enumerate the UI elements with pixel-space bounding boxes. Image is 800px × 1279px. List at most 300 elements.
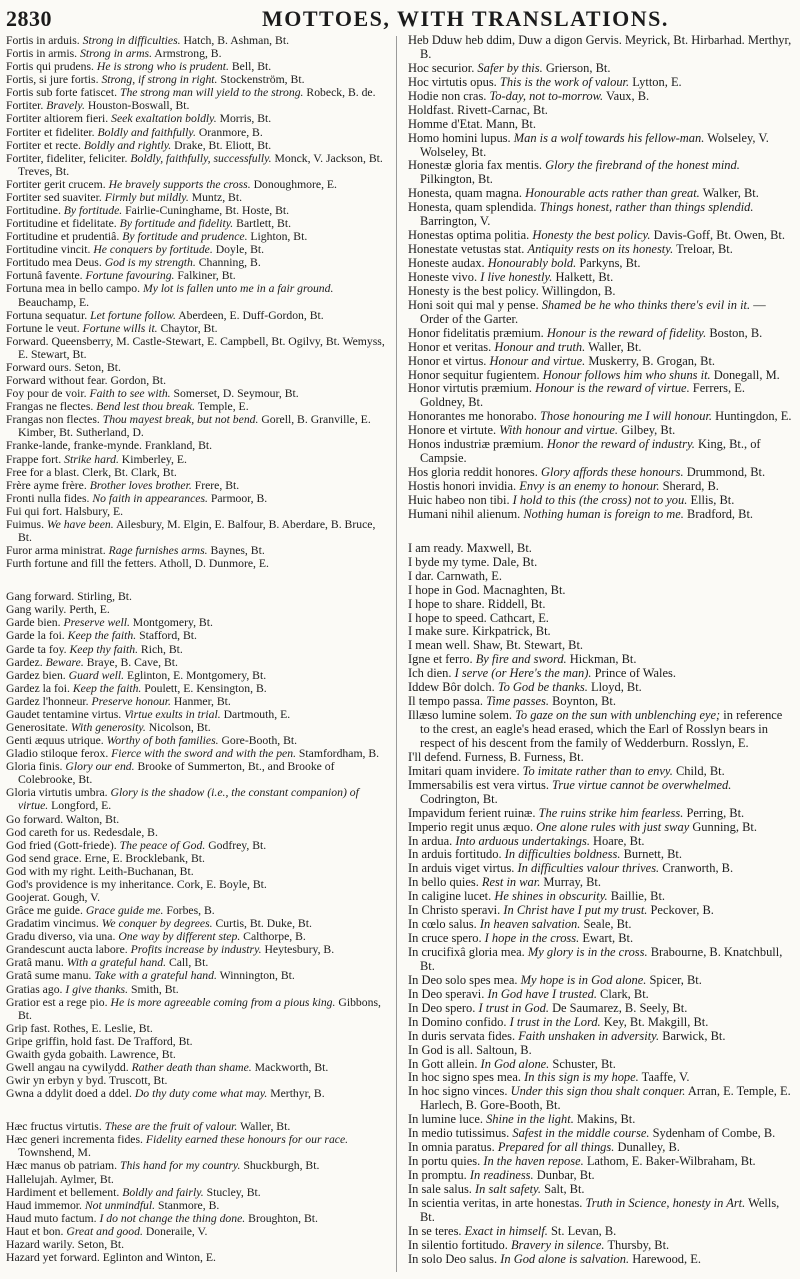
motto-translation: Bravery in silence. [510, 1237, 605, 1252]
motto-translation: Boldly, faithfully, successfully. [130, 151, 272, 165]
motto-owner: Bartlett, Bt. [236, 217, 292, 231]
motto-entry [6, 544, 386, 557]
motto-entry [408, 570, 792, 584]
motto-entry [6, 492, 386, 505]
motto-translation: In readiness. [469, 1168, 534, 1182]
motto-text: God fried (Gott-friede). [6, 838, 117, 852]
motto-owner: Bell, Bt. [231, 60, 272, 74]
motto-owner: Chaytor, Bt. [160, 321, 218, 335]
motto-entry [6, 1186, 386, 1199]
motto-text: Fortune le veut. [6, 321, 80, 335]
motto-translation: Firmly but mildly. [104, 190, 189, 204]
motto-entry [6, 747, 386, 760]
motto-entry [408, 765, 792, 779]
motto-text: Gratias ago. [6, 982, 63, 996]
motto-owner: Huntingdon, E. [715, 409, 792, 424]
motto-owner: Gorell, B. Granville, E. Kimber, Bt. Sutherland, D. [18, 413, 371, 440]
motto-entry [6, 590, 386, 603]
motto-owner: Hatch, B. Ashman, Bt. [183, 34, 289, 47]
motto-text: In ardua. [408, 833, 453, 848]
motto-owner: Monck, V. Jackson, Bt. Treves, Bt. [18, 151, 383, 178]
motto-owner: Lawrence, Bt. [109, 1047, 176, 1061]
motto-owner: Eglinton and Winton, E. [102, 1251, 216, 1265]
motto-owner: Gilbey, Bt. [621, 423, 676, 438]
motto-text: Go forward. [6, 812, 64, 826]
motto-owner: Wells, Bt. [420, 1195, 780, 1224]
motto-owner: Sydenham of Combe, B. [652, 1126, 776, 1141]
motto-owner: Muntz, Bt. [191, 190, 243, 204]
motto-entry [408, 1071, 792, 1085]
motto-text: In cœlo salus. [408, 917, 477, 932]
motto-entry [6, 178, 386, 191]
motto-owner: Clerk, Bt. Clark, Bt. [82, 465, 177, 479]
motto-owner: Parkyns, Bt. [579, 256, 641, 270]
motto-text: Hos gloria reddit honores. [408, 465, 538, 480]
left-column [6, 34, 386, 1264]
motto-entry [6, 1133, 386, 1159]
motto-translation: Exact in himself. [464, 1223, 548, 1238]
motto-entry [408, 1183, 792, 1197]
motto-owner: Shaw, Bt. Stewart, Bt. [472, 638, 584, 653]
motto-entry [408, 229, 792, 243]
motto-entry [6, 760, 386, 786]
motto-owner: Harewood, E. [632, 1251, 701, 1266]
motto-text: Honos industriæ præmium. [408, 437, 544, 452]
motto-entry [6, 518, 386, 544]
motto-owner: Murray, Bt. [543, 875, 601, 890]
motto-entry [6, 1035, 386, 1048]
motto-owner: Oranmore, B. [198, 125, 263, 139]
motto-owner: Winnington, Bt. [219, 969, 295, 983]
motto-translation: By fortitude and prudence. [122, 230, 248, 244]
motto-text: Hostis honori invidia. [408, 479, 517, 493]
motto-text: In Deo solo spes mea. [408, 972, 518, 987]
motto-translation: Virtue exults in trial. [124, 707, 221, 721]
motto-text: In Deo speravi. [408, 986, 485, 1001]
motto-entry [408, 556, 792, 570]
motto-owner: Nicolson, Bt. [148, 720, 211, 734]
motto-translation: Bravely. [46, 99, 85, 113]
motto-text: Honor virtutis præmium. [408, 381, 533, 396]
motto-text: God send grace. [6, 851, 82, 865]
motto-text: Gripe griffin, hold fast. [6, 1034, 115, 1048]
motto-text: Haut et bon. [6, 1224, 64, 1238]
motto-owner: Cork, E. Boyle, Bt. [176, 877, 267, 891]
motto-translation: In this sign is my hope. [524, 1070, 639, 1085]
motto-text: Honor fidelitatis præmium. [408, 325, 544, 340]
motto-owner: Queensberry, M. Castle-Stewart, E. Campbell, Bt. Ogilvy, Bt. Wemyss, E. Stewart, Bt. [18, 334, 385, 361]
motto-text: Frangas non flectes. [6, 413, 100, 427]
motto-owner: Fairlie-Cuninghame, Bt. Hoste, Bt. [125, 204, 290, 218]
motto-owner: Seton, Bt. [77, 1237, 125, 1251]
motto-translation: Brother loves brother. [89, 478, 192, 492]
motto-owner: Heytesbury, B. [264, 943, 335, 957]
motto-text: In medio tutissimus. [408, 1126, 510, 1141]
motto-entry [408, 1030, 792, 1044]
motto-owner: Gunning, Bt. [692, 819, 757, 834]
motto-owner: Macnaghten, Bt. [482, 582, 566, 597]
motto-owner: King, Bt., of Campsie. [420, 437, 761, 466]
motto-owner: Temple, E. [197, 400, 249, 414]
motto-entry [6, 126, 386, 139]
motto-text: I am ready. [408, 540, 464, 555]
motto-owner: Curtis, Bt. Duke, Bt. [215, 917, 312, 931]
motto-text: Fortis in arduis. [6, 34, 80, 47]
motto-translation: Safer by this. [477, 60, 543, 75]
motto-owner: Redesdale, B. [93, 825, 158, 839]
motto-entry [408, 1141, 792, 1155]
motto-entry [6, 969, 386, 982]
motto-text: Fortiter gerit crucem. [6, 177, 106, 191]
motto-owner: Saltoun, B. [476, 1042, 532, 1057]
motto-entry [6, 643, 386, 656]
motto-translation: To-day, not to-morrow. [489, 88, 604, 103]
motto-text: Fortitudine et fidelitate. [6, 217, 117, 231]
motto-owner: Vaux, B. [605, 88, 650, 103]
motto-text: God's providence is my inheritance. [6, 877, 174, 891]
motto-translation: Fierce with the sword and with the pen. [111, 747, 296, 761]
motto-owner: Mann, Bt. [485, 116, 536, 131]
motto-text: I mean well. [408, 638, 470, 653]
motto-translation: The ruins strike him fearless. [538, 805, 684, 820]
motto-owner: Dunbar, Bt. [536, 1168, 595, 1182]
motto-translation: Beware. [45, 655, 84, 669]
motto-owner: Lighton, Bt. [250, 230, 308, 244]
motto-entry [408, 34, 792, 62]
motto-translation: Shamed be he who thinks there's evil in it. [541, 297, 751, 312]
motto-text: In cruce spero. [408, 931, 482, 946]
motto-owner: Spicer, Bt. [649, 972, 702, 987]
motto-entry [408, 341, 792, 355]
motto-translation: Honour is the reward of fidelity. [546, 325, 707, 340]
motto-text: Forward without fear. [6, 374, 108, 388]
motto-text: Fortis, si jure fortis. [6, 73, 99, 87]
motto-entry [6, 309, 386, 322]
motto-entry [408, 201, 792, 229]
motto-text: Fortitudine vincit. [6, 243, 91, 257]
motto-owner: Forbes, B. [166, 904, 215, 918]
motto-text: Honor sequitur fugientem. [408, 367, 540, 382]
motto-text: Iddew Bôr dolch. [408, 680, 495, 695]
motto-owner: Grierson, Bt. [545, 60, 611, 75]
motto-translation: By fire and sword. [475, 652, 567, 667]
motto-translation: Faith unshaken in adversity. [518, 1028, 660, 1043]
motto-translation: In Christ have I put my trust. [503, 903, 648, 918]
motto-text: Huic habeo non tibi. [408, 492, 510, 507]
motto-translation: Guard well. [68, 668, 125, 682]
motto-text: Gladio stiloque ferox. [6, 747, 109, 761]
motto-text: Honor et veritas. [408, 339, 492, 354]
motto-text: I dar. [408, 568, 434, 583]
motto-text: Forward ours. [6, 360, 72, 374]
motto-text: In se teres. [408, 1223, 462, 1238]
motto-entry [408, 243, 792, 257]
motto-text: Honestæ gloria fax mentis. [408, 158, 543, 173]
motto-text: Honesta, quam magna. [408, 186, 522, 201]
motto-owner: Treloar, Bt. [676, 242, 733, 257]
motto-translation: Great and good. [66, 1224, 143, 1238]
motto-owner: Lytton, E. [632, 74, 682, 89]
motto-text: Gloria virtutis umbra. [6, 786, 108, 800]
motto-text: Grandescunt aucta labore. [6, 943, 128, 957]
motto-entry [6, 1251, 386, 1264]
motto-owner: Poulett, E. Kensington, B. [144, 681, 267, 695]
page-number: 2830 [6, 6, 52, 31]
motto-entry [408, 327, 792, 341]
motto-entry [408, 132, 792, 160]
motto-translation: I do not change the thing done. [99, 1211, 246, 1225]
motto-entry [6, 1199, 386, 1212]
motto-translation: This hand for my country. [119, 1159, 241, 1173]
motto-entry [408, 598, 792, 612]
motto-translation: Fortune wills it. [82, 321, 158, 335]
motto-entry [6, 217, 386, 230]
motto-text: Fui qui fort. [6, 504, 63, 518]
motto-entry [408, 438, 792, 466]
motto-translation: Strike hard. [64, 452, 119, 466]
motto-text: Furor arma ministrat. [6, 544, 106, 558]
motto-translation: He conquers by fortitude. [93, 243, 213, 257]
motto-entry [6, 99, 386, 112]
motto-entry [6, 930, 386, 943]
motto-text: Garde la foi. [6, 629, 65, 643]
motto-entry [408, 159, 792, 187]
right-column [408, 34, 792, 1267]
motto-entry [408, 1225, 792, 1239]
motto-text: Gradatim vincimus. [6, 917, 99, 931]
motto-translation: This is the work of valour. [499, 74, 630, 89]
motto-owner: Erne, E. Brocklebank, Bt. [84, 851, 205, 865]
motto-entry [408, 542, 792, 556]
motto-text: Frère ayme frère. [6, 478, 87, 492]
motto-translation: Bend lest thou break. [96, 400, 196, 414]
motto-text: Fortuna mea in bello campo. [6, 282, 141, 296]
motto-translation: I give thanks. [65, 982, 129, 996]
motto-translation: In difficulties boldness. [504, 847, 621, 862]
motto-text: In God is all. [408, 1042, 473, 1057]
motto-entry [6, 734, 386, 747]
motto-entry [6, 335, 386, 361]
motto-owner: Lloyd, Bt. [590, 680, 642, 695]
motto-text: Fortiter, fideliter, feliciter. [6, 151, 128, 165]
motto-text: In Deo spero. [408, 1000, 476, 1015]
motto-entry [408, 410, 792, 424]
motto-translation: Worthy of both families. [106, 734, 219, 748]
motto-owner: Pilkington, Bt. [420, 172, 493, 187]
motto-owner: Stucley, Bt. [206, 1185, 261, 1199]
motto-translation: Honor the reward of industry. [546, 437, 695, 452]
motto-entry [6, 983, 386, 996]
motto-entry [6, 479, 386, 492]
motto-entry [408, 480, 792, 494]
motto-entry [6, 413, 386, 439]
motto-entry [6, 361, 386, 374]
motto-text: Igne et ferro. [408, 652, 473, 667]
motto-entry [408, 62, 792, 76]
motto-text: Franke-lande, franke-mynde. [6, 439, 142, 453]
motto-owner: Gibbons, Bt. [18, 995, 381, 1022]
motto-owner: in reference to the crest, an eagle's head erased, which the Earl of Rosslyn bears in respect of his descent from the family of Wedderburn. Rosslyn, E. [420, 708, 783, 750]
motto-entry [408, 584, 792, 598]
motto-translation: Glory affords these honours. [541, 465, 684, 480]
motto-text: Fortitudo mea Deus. [6, 256, 102, 270]
motto-owner: Gore-Booth, Bt. [221, 734, 298, 748]
motto-text: In hoc signo vinces. [408, 1084, 508, 1099]
motto-entry [408, 904, 792, 918]
motto-entry [408, 639, 792, 653]
motto-entry [408, 1113, 792, 1127]
motto-owner: Seale, Bt. [583, 917, 632, 932]
motto-text: Gratior est a rege pio. [6, 995, 108, 1009]
motto-entry [408, 625, 792, 639]
motto-translation: Fortune favouring. [85, 269, 175, 283]
motto-translation: Boldly and fairly. [122, 1185, 204, 1199]
motto-entry [408, 1058, 792, 1072]
motto-text: In scientia veritas, in arte honestas. [408, 1195, 583, 1210]
motto-owner: Dartmouth, E. [223, 707, 291, 721]
motto-owner: Barrington, V. [420, 214, 491, 229]
motto-text: Gratâ manu. [6, 956, 64, 970]
motto-text: Fortiter et fideliter. [6, 125, 95, 139]
motto-translation: Truth in Science, honesty in Art. [585, 1195, 746, 1210]
motto-entry [6, 1048, 386, 1061]
motto-translation: Seek exaltation boldly. [111, 112, 217, 126]
motto-owner: Rothes, E. Leslie, Bt. [53, 1021, 153, 1035]
motto-text: Frangas ne flectes. [6, 400, 94, 414]
motto-text: Honi soit qui mal y pense. [408, 297, 539, 312]
motto-entry [6, 708, 386, 721]
motto-text: Honeste vivo. [408, 269, 478, 284]
motto-entry [6, 1120, 386, 1133]
motto-text: Homme d'Etat. [408, 116, 483, 131]
motto-text: Honesty is the best policy. [408, 283, 539, 298]
motto-translation: Nothing human is foreign to me. [523, 506, 684, 521]
motto-text: Humani nihil alienum. [408, 506, 521, 521]
motto-entry [6, 917, 386, 930]
motto-entry [6, 839, 386, 852]
motto-owner: Ailesbury, M. Elgin, E. Balfour, B. Aberdare, B. Bruce, Bt. [18, 517, 376, 544]
motto-translation: In God alone is salvation. [500, 1251, 630, 1266]
motto-translation: The strong man will yield to the strong. [119, 86, 304, 100]
motto-entry [408, 508, 792, 522]
motto-owner: Morris, Bt. [219, 112, 272, 126]
motto-translation: Honour is the reward of virtue. [535, 381, 690, 396]
motto-text: In caligine lucet. [408, 889, 492, 904]
motto-translation: Grace guide me. [85, 904, 164, 918]
motto-entry [408, 271, 792, 285]
motto-entry [408, 1197, 792, 1225]
motto-entry [6, 230, 386, 243]
motto-translation: Honour and truth. [494, 339, 586, 354]
motto-entry [408, 821, 792, 835]
motto-entry [6, 996, 386, 1022]
section-gap [408, 522, 792, 542]
motto-text: God with my right. [6, 864, 96, 878]
motto-text: In bello quies. [408, 875, 479, 890]
motto-owner: Smith, Bt. [130, 982, 179, 996]
motto-translation: Strong in arms. [80, 47, 153, 61]
motto-owner: Hickman, Bt. [569, 652, 637, 667]
motto-entry [6, 1159, 386, 1172]
motto-owner: Sherard, B. [662, 479, 719, 493]
motto-text: Gloria finis. [6, 760, 63, 774]
motto-translation: Shine in the light. [486, 1112, 574, 1127]
motto-text: I byde my tyme. [408, 554, 490, 569]
motto-entry [408, 932, 792, 946]
motto-owner: Merthyr, B. [270, 1087, 325, 1101]
motto-entry [6, 695, 386, 708]
motto-translation: Boldly and rightly. [83, 138, 172, 152]
motto-translation: Glory the firebrand of the honest mind. [545, 158, 740, 173]
motto-owner: Kirkpatrick, Bt. [472, 624, 551, 639]
motto-entry [408, 848, 792, 862]
motto-owner: Longford, E. [51, 799, 112, 813]
motto-entry [6, 1238, 386, 1251]
motto-entry [408, 779, 792, 807]
motto-text: Hæc generi incrementa fides. [6, 1133, 143, 1147]
motto-entry [6, 557, 386, 570]
motto-owner: Donoughmore, E. [253, 177, 337, 191]
motto-text: Hoc virtutis opus. [408, 74, 497, 89]
motto-translation: He is strong who is prudent. [96, 60, 229, 74]
motto-text: Gardez la foi. [6, 681, 70, 695]
motto-entry [6, 878, 386, 891]
motto-translation: I hope in the cross. [484, 931, 580, 946]
motto-owner: Boynton, Bt. [552, 694, 616, 709]
motto-translation: Things honest, rather than things splendid. [539, 200, 754, 215]
motto-owner: Drummond, Bt. [686, 465, 766, 480]
motto-owner: Shuckburgh, Bt. [243, 1159, 320, 1173]
motto-owner: Halkett, Bt. [555, 269, 614, 284]
motto-translation: To imitate rather than to envy. [522, 763, 673, 778]
motto-text: Genti æquus utrique. [6, 734, 104, 748]
motto-translation: In heaven salvation. [479, 917, 581, 932]
motto-text: Haud muto factum. [6, 1211, 97, 1225]
motto-entry [6, 152, 386, 178]
motto-text: Fortiter et recte. [6, 138, 81, 152]
motto-text: Gardez bien. [6, 668, 66, 682]
motto-text: Gwna a ddylit doed a ddel. [6, 1087, 132, 1101]
motto-owner: Hanmer, Bt. [173, 694, 231, 708]
motto-owner: Halsbury, E. [65, 504, 124, 518]
motto-translation: Keep thy faith. [69, 642, 138, 656]
section-gap [6, 1100, 386, 1120]
motto-text: Honestate vetustas stat. [408, 242, 525, 257]
motto-owner: Armstrong, B. [154, 47, 222, 61]
motto-text: Furth fortune and fill the fetters. [6, 557, 157, 571]
motto-text: Hardiment et bellement. [6, 1185, 120, 1199]
motto-translation: One way by different step. [118, 930, 241, 944]
motto-owner: Mackworth, Bt. [254, 1061, 329, 1075]
motto-entry [6, 322, 386, 335]
motto-owner: Walton, Bt. [65, 812, 120, 826]
motto-entry [6, 204, 386, 217]
motto-owner: Cranworth, B. [662, 861, 734, 876]
motto-text: Foy pour de voir. [6, 387, 87, 401]
motto-translation: We have been. [46, 517, 114, 531]
motto-translation: I live honestly. [480, 269, 553, 284]
motto-owner: Stafford, Bt. [139, 629, 197, 643]
motto-owner: Perth, E. [69, 603, 110, 617]
motto-text: Hodie non cras. [408, 88, 487, 103]
motto-entry [408, 835, 792, 849]
motto-translation: Antiquity rests on its honesty. [527, 242, 674, 257]
motto-entry [6, 191, 386, 204]
motto-text: Honestas optima politia. [408, 228, 530, 243]
motto-text: Grâce me guide. [6, 904, 83, 918]
motto-text: In solo Deo salus. [408, 1251, 498, 1266]
motto-entry [6, 139, 386, 152]
